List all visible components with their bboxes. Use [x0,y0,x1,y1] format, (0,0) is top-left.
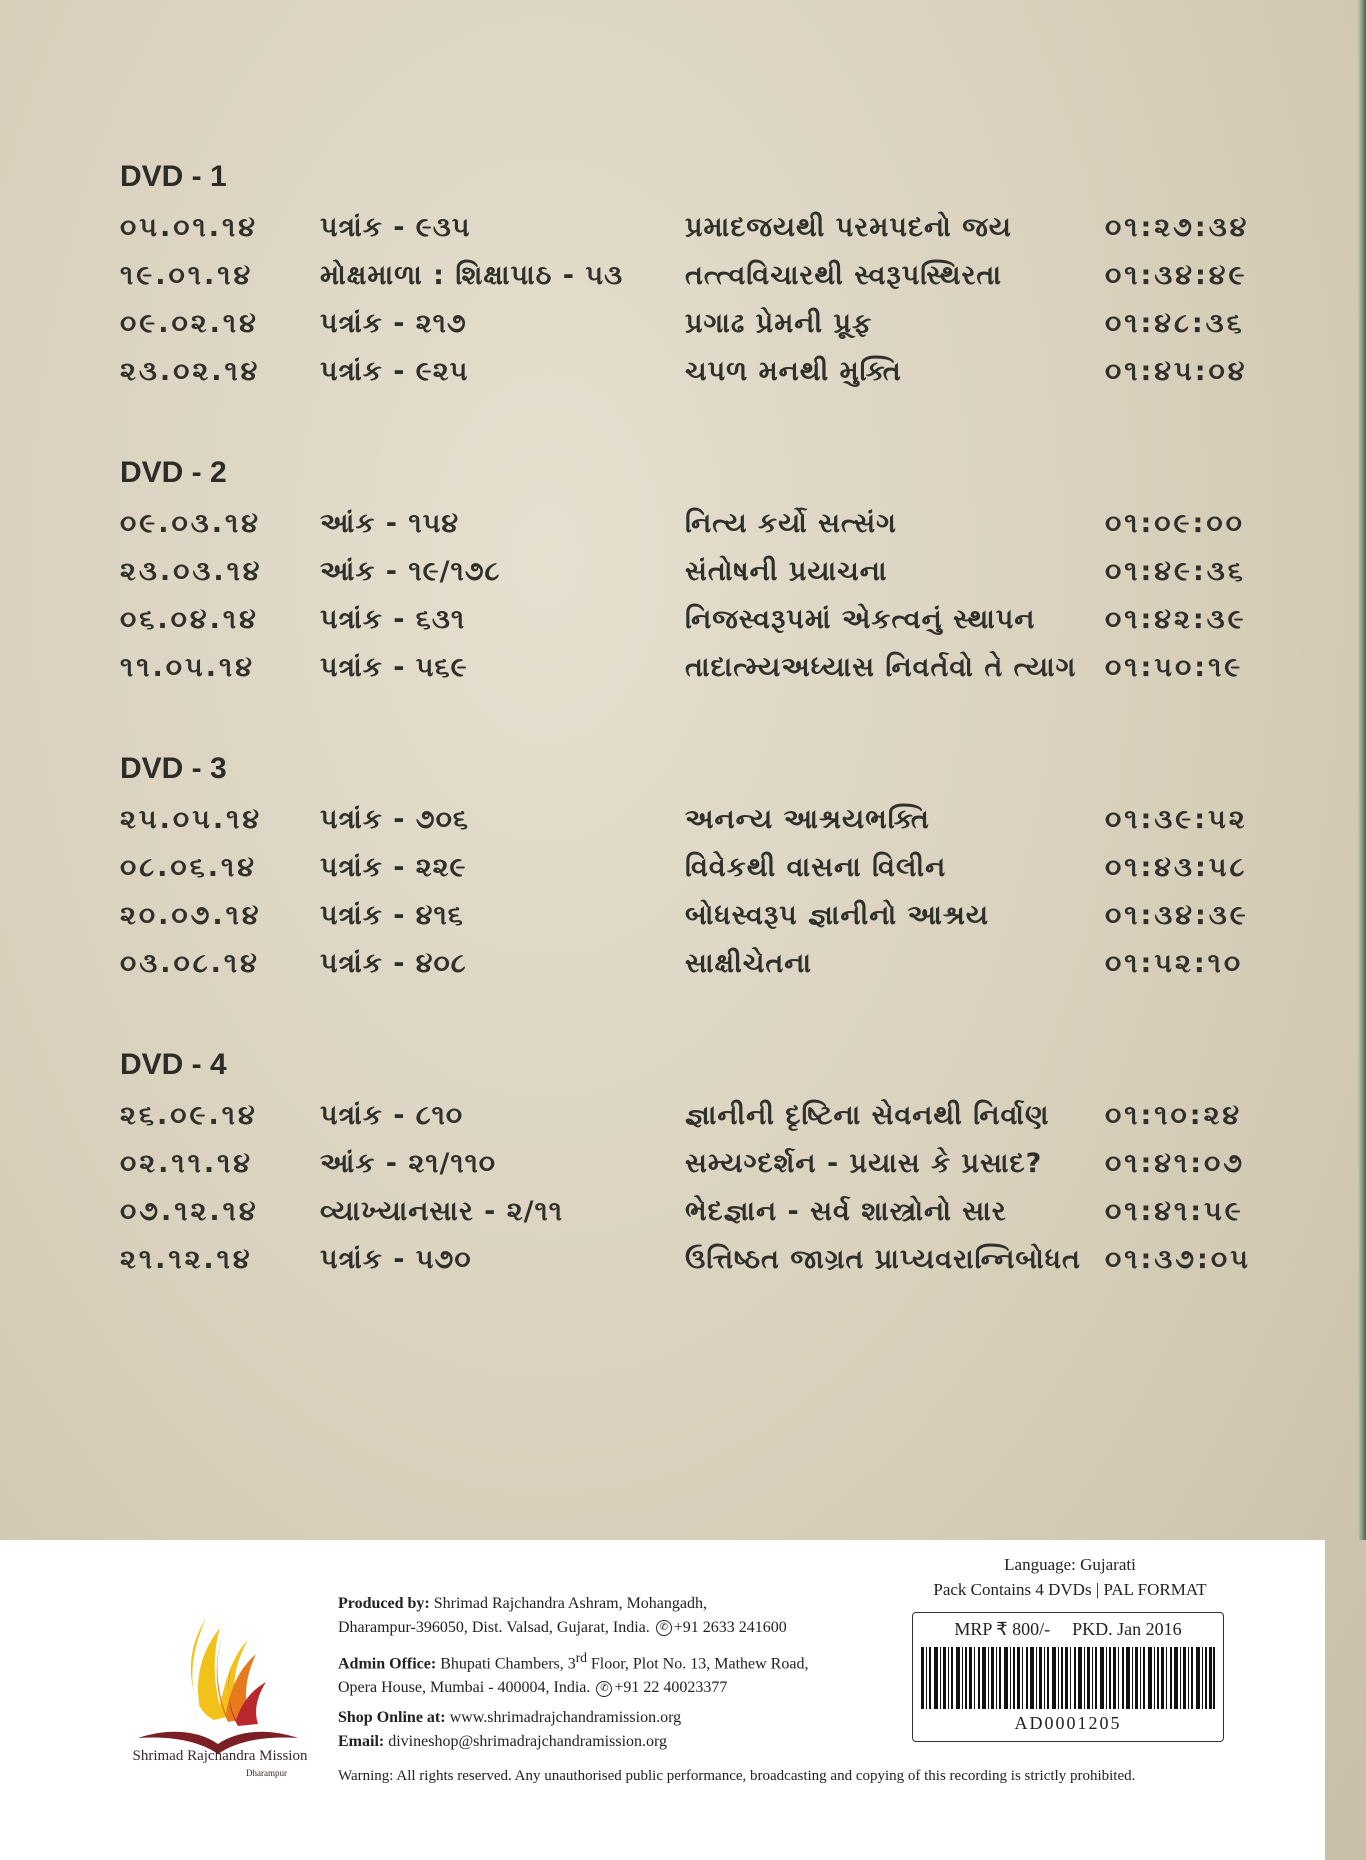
track-date: ૨૫.૦૫.૧૪ [120,804,263,835]
track-ref: આંક - ૨૧/૧૧૦ [320,1148,497,1179]
track-ref: પત્રાંક - ૫૬૯ [320,652,468,683]
produced-by [338,1592,908,1640]
track-title: તત્ત્વવિચારથી સ્વરૂપસ્થિરતા [685,260,1002,291]
track-date: ૦૩.૦૮.૧૪ [120,948,260,979]
produced-line2: Dharampur-396050, Dist. Valsad, Gujarat, India. [338,1619,650,1636]
track-duration: ૦૧:૩૯:૫૨ [1105,804,1248,835]
produced-phone: +91 2633 241600 [673,1619,787,1636]
track-ref: પત્રાંક - ૪૧૬ [320,900,464,931]
track-row [120,598,1280,646]
pkd-text: PKD. Jan 2016 [1072,1619,1182,1639]
price-barcode-box [912,1612,1224,1742]
track-duration: ૦૧:૨૭:૩૪ [1105,212,1250,243]
dvd-section-3 [120,752,1280,990]
track-ref: પત્રાંક - ૫૭૦ [320,1244,472,1275]
track-ref: પત્રાંક - ૯૨૫ [320,356,469,387]
track-date: ૦૬.૦૪.૧૪ [120,604,259,635]
track-duration: ૦૧:૩૭:૦૫ [1105,1244,1251,1275]
track-row [120,942,1280,990]
barcode-icon [921,1647,1215,1709]
language-text: Language: Gujarati [1004,1555,1136,1574]
mrp-text: MRP ₹ 800/- [954,1619,1051,1639]
shop-label: Shop Online at: [338,1709,446,1727]
track-row [120,350,1280,398]
track-ref: વ્યાખ્યાનસાર - ૨/૧૧ [320,1196,563,1227]
track-title: ભેદજ્ઞાન - સર્વ શાસ્ત્રોનો સાર [685,1196,1007,1227]
track-date: ૧૯.૦૧.૧૪ [120,260,254,291]
phone-circle-icon: ✆ [596,1681,612,1697]
track-ref: આંક - ૧૯/૧૭૮ [320,556,501,587]
track-row [120,798,1280,846]
track-title: જ્ઞાનીની દૃષ્ટિના સેવનથી નિર્વાણ [685,1100,1050,1131]
track-date: ૦૯.૦૩.૧૪ [120,508,261,539]
track-title: સમ્યગ્દર્શન - પ્રયાસ કે પ્રસાદ? [685,1148,1043,1179]
track-row [120,502,1280,550]
track-date: ૦૮.૦૬.૧૪ [120,852,257,883]
track-date: ૦૭.૧૨.૧૪ [120,1196,259,1227]
track-ref: મોક્ષમાળા : શિક્ષાપાઠ - ૫૩ [320,260,624,291]
shop-online [338,1706,908,1730]
track-ref: આંક - ૧૫૪ [320,508,460,539]
dvd-title: DVD - 4 [120,1048,227,1081]
admin-line1b: Floor, Plot No. 13, Mathew Road, [586,1655,809,1673]
green-edge-border [1358,0,1366,1540]
barcode-number: AD0001205 [1014,1713,1122,1733]
admin-line1-sup: rd [575,1650,587,1665]
track-row [120,302,1280,350]
track-duration: ૦૧:૪૧:૫૯ [1105,1196,1244,1227]
track-title: સાક્ષીચેતના [685,948,813,979]
warning-text: Warning: All rights reserved. Any unauthorised public performance, broadcasting and copying of this recording is strictly prohibited. [338,1768,1136,1784]
track-title: નિત્ય કર્યો સત્સંગ [685,508,897,539]
email-label: Email: [338,1733,385,1751]
track-duration: ૦૧:૪૨:૩૯ [1105,604,1247,635]
track-ref: પત્રાંક - ૪૦૮ [320,948,467,979]
track-row [120,646,1280,694]
dvd-title: DVD - 3 [120,752,227,785]
admin-label: Admin Office: [338,1655,437,1673]
track-ref: પત્રાંક - ૨૧૭ [320,308,467,339]
track-date: ૦૫.૦૧.૧૪ [120,212,258,243]
logo-subtitle: Dharampur [246,1768,287,1778]
track-row [120,846,1280,894]
admin-office [338,1646,908,1700]
track-duration: ૦૧:૪૧:૦૭ [1105,1148,1246,1179]
track-ref: પત્રાંક - ૬૩૧ [320,604,466,635]
track-row [120,1190,1280,1238]
track-title: ઉત્તિષ્ઠત જાગ્રત પ્રાપ્યવરાન્નિબોધત [685,1244,1081,1275]
track-title: ચપળ મનથી મુક્તિ [685,356,902,387]
produced-label: Produced by: [338,1595,430,1612]
dvd-section-4 [120,1048,1280,1286]
track-row [120,894,1280,942]
admin-line2: Opera House, Mumbai - 400004, India. [338,1679,591,1697]
track-title: પ્રમાદજયથી પરમપદનો જય [685,212,1012,243]
dvd-title: DVD - 2 [120,456,227,489]
track-title: બોધસ્વરૂપ જ્ઞાનીનો આશ્રય [685,900,989,931]
track-ref: પત્રાંક - ૮૧૦ [320,1100,464,1131]
dvd-section-2 [120,456,1280,694]
track-row [120,550,1280,598]
track-date: ૨૩.૦૨.૧૪ [120,356,261,387]
track-ref: પત્રાંક - ૭૦૬ [320,804,469,835]
email-line [338,1730,908,1754]
price-line [913,1619,1223,1640]
track-duration: ૦૧:૪૮:૩૬ [1105,308,1245,339]
credits-block [338,1592,908,1754]
email-link[interactable]: divineshop@shrimadrajchandramission.org [384,1733,668,1751]
dvd-section-1 [120,160,1280,398]
track-title: પ્રગાઢ પ્રેમની પ્રૂફ [685,308,873,339]
shop-url-link[interactable]: www.shrimadrajchandramission.org [445,1709,682,1727]
pack-info [900,1552,1240,1602]
track-date: ૨૩.૦૩.૧૪ [120,556,263,587]
track-duration: ૦૧:૪૯:૩૬ [1105,556,1246,587]
produced-line1: Shrimad Rajchandra Ashram, Mohangadh, [429,1595,707,1612]
track-title: તાદાત્મ્યઅધ્યાસ નિવર્તવો તે ત્યાગ [685,652,1077,683]
track-duration: ૦૧:૪૫:૦૪ [1105,356,1248,387]
track-duration: ૦૧:૪૩:૫૮ [1105,852,1248,883]
track-row [120,254,1280,302]
track-row [120,1142,1280,1190]
track-duration: ૦૧:૩૪:૪૯ [1105,260,1248,291]
dvd-listing [120,160,1280,1344]
track-date: ૧૧.૦૫.૧૪ [120,652,255,683]
track-duration: ૦૧:૧૦:૨૪ [1105,1100,1243,1131]
track-date: ૨૧.૧૨.૧૪ [120,1244,253,1275]
track-duration: ૦૧:૫૨:૧૦ [1105,948,1244,979]
pack-contents-text: Pack Contains 4 DVDs | PAL FORMAT [933,1580,1207,1599]
footer-panel [0,1540,1325,1860]
track-ref: પત્રાંક - ૯૩૫ [320,212,471,243]
track-date: ૨૬.૦૯.૧૪ [120,1100,258,1131]
dvd-title: DVD - 1 [120,160,227,193]
admin-phone: +91 22 40023377 [614,1679,728,1697]
phone-circle-icon: ✆ [656,1620,672,1636]
track-row [120,206,1280,254]
track-title: વિવેકથી વાસના વિલીન [685,852,947,883]
track-title: સંતોષની પ્રયાચના [685,556,888,587]
track-duration: ૦૧:૩૪:૩૯ [1105,900,1249,931]
track-row [120,1094,1280,1142]
logo-name: Shrimad Rajchandra Mission [132,1748,308,1764]
track-date: ૨૦.૦૭.૧૪ [120,900,262,931]
track-duration: ૦૧:૦૯:૦૦ [1105,508,1245,539]
track-duration: ૦૧:૫૦:૧૯ [1105,652,1244,683]
admin-line1a: Bhupati Chambers, 3 [436,1655,576,1673]
track-title: નિજસ્વરૂપમાં એકત્વનું સ્થાપન [685,604,1036,635]
track-date: ૦૯.૦૨.૧૪ [120,308,259,339]
track-date: ૦૨.૧૧.૧૪ [120,1148,254,1179]
track-row [120,1238,1280,1286]
track-ref: પત્રાંક - ૨૨૯ [320,852,467,883]
track-title: અનન્ય આશ્રયભક્તિ [685,804,930,835]
